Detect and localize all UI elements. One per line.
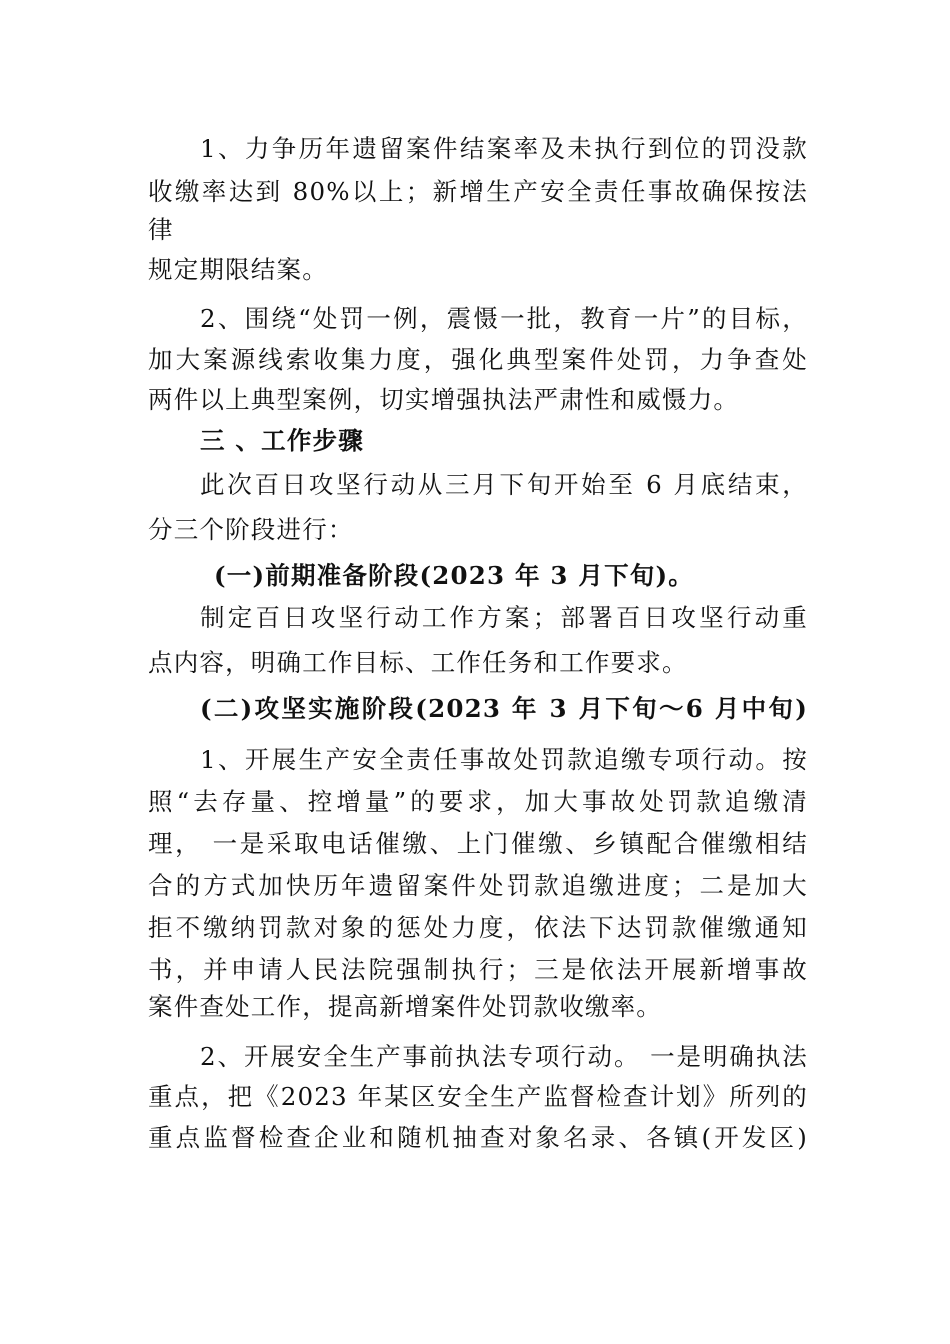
paragraph-line: 1、开展生产安全责任事故处罚款追缴专项行动。按 — [200, 745, 808, 774]
paragraph-line: 两件以上典型案例，切实增强执法严肃性和威慑力。 — [148, 385, 740, 414]
paragraph-line: 律 — [148, 215, 174, 244]
paragraph-line: 分三个阶段进行： — [148, 515, 354, 544]
paragraph-line: 拒不缴纳罚款对象的惩处力度，依法下达罚款催缴通知 — [148, 913, 808, 942]
paragraph-line: 收缴率达到 80%以上；新增生产安全责任事故确保按法 — [148, 177, 808, 206]
paragraph-line: 点内容，明确工作目标、工作任务和工作要求。 — [148, 648, 688, 677]
paragraph-line: 规定期限结案。 — [148, 255, 328, 284]
paragraph-line: 合的方式加快历年遗留案件处罚款追缴进度；二是加大 — [148, 871, 808, 900]
paragraph-line: 加大案源线索收集力度，强化典型案件处罚，力争查处 — [148, 345, 808, 374]
paragraph-line: 制定百日攻坚行动工作方案；部署百日攻坚行动重 — [200, 603, 808, 632]
section-heading: 三 、工作步骤 — [200, 426, 364, 455]
paragraph-line: 书，并申请人民法院强制执行；三是依法开展新增事故 — [148, 955, 808, 984]
paragraph-line: 2、围绕“处罚一例，震慑一批，教育一片”的目标， — [200, 304, 808, 333]
paragraph-line: 1、力争历年遗留案件结案率及未执行到位的罚没款 — [200, 134, 808, 163]
paragraph-line: 2、开展安全生产事前执法专项行动。 一是明确执法 — [200, 1042, 808, 1071]
paragraph-line: 重点监督检查企业和随机抽查对象名录、各镇(开发区) — [148, 1123, 808, 1152]
subsection-heading: (一)前期准备阶段(2023 年 3 月下旬)。 — [214, 561, 694, 590]
paragraph-line: 照“去存量、控增量”的要求，加大事故处罚款追缴清 — [148, 787, 808, 816]
subsection-heading: (二)攻坚实施阶段(2023 年 3 月下旬～6 月中旬) — [200, 694, 808, 723]
paragraph-line: 重点，把《2023 年某区安全生产监督检查计划》所列的 — [148, 1082, 808, 1111]
paragraph-line: 此次百日攻坚行动从三月下旬开始至 6 月底结束， — [200, 470, 808, 499]
paragraph-line: 理， 一是采取电话催缴、上门催缴、乡镇配合催缴相结 — [148, 829, 808, 858]
paragraph-line: 案件查处工作，提高新增案件处罚款收缴率。 — [148, 992, 662, 1021]
